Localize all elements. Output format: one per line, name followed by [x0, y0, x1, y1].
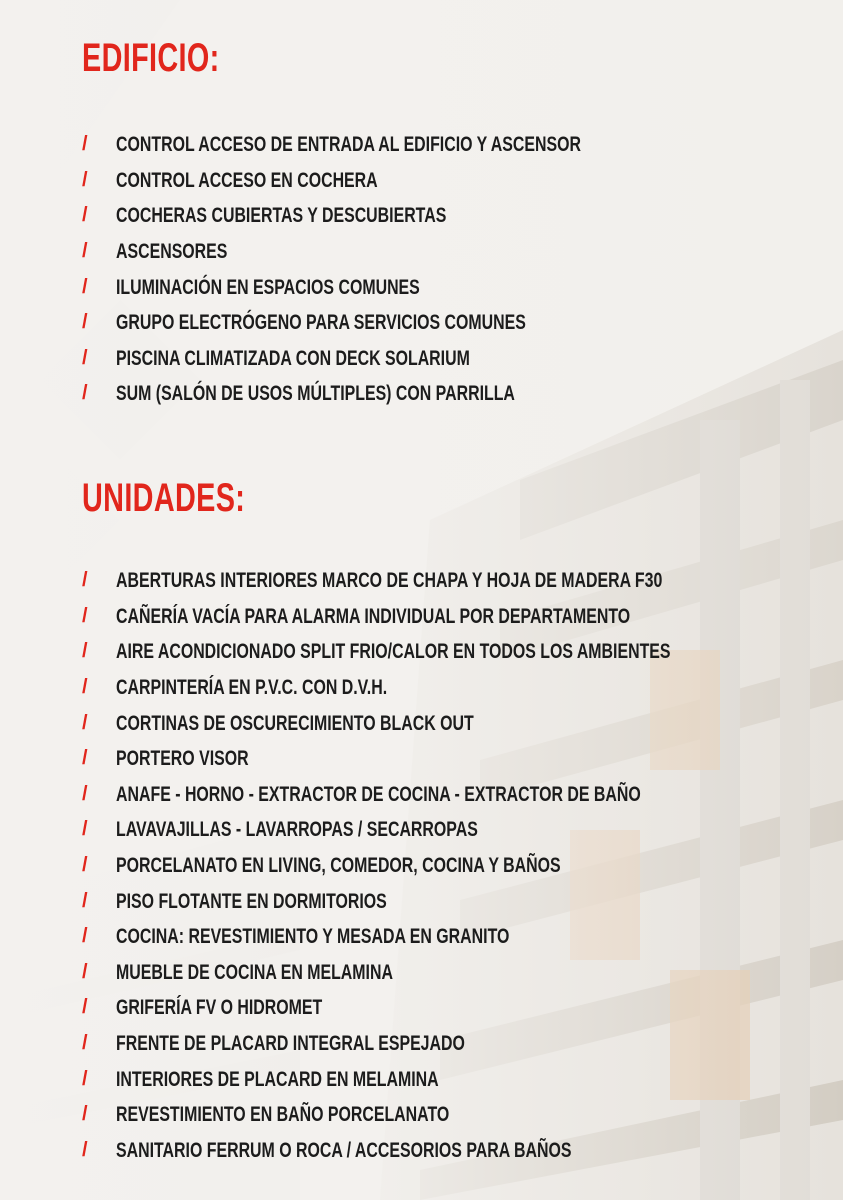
slash-icon: / — [82, 1103, 88, 1126]
slash-icon: / — [82, 604, 88, 627]
list-item — [82, 376, 822, 412]
feature-text: AIRE ACONDICIONADO SPLIT FRIO/CALOR EN TODOS LOS AMBIENTES — [116, 639, 671, 664]
feature-text: CORTINAS DE OSCURECIMIENTO BLACK OUT — [116, 710, 474, 735]
list-item — [82, 919, 822, 955]
list-item — [82, 848, 822, 884]
list-item — [82, 234, 822, 270]
list-item — [82, 1133, 822, 1169]
slash-icon: / — [82, 925, 88, 948]
section-title-unidades: UNIDADES: — [82, 476, 246, 520]
slash-icon: / — [82, 275, 88, 298]
list-item — [82, 990, 822, 1026]
feature-list-unidades — [82, 563, 822, 1168]
list-item — [82, 1097, 822, 1133]
slash-icon: / — [82, 311, 88, 334]
slash-icon: / — [82, 1032, 88, 1055]
slash-icon: / — [82, 204, 88, 227]
list-item — [82, 269, 822, 305]
list-item — [82, 777, 822, 813]
feature-text: CAÑERÍA VACÍA PARA ALARMA INDIVIDUAL POR DEPARTAMENTO — [116, 603, 631, 628]
slash-icon: / — [82, 1067, 88, 1090]
slash-icon: / — [82, 889, 88, 912]
feature-text: CONTROL ACCESO EN COCHERA — [116, 167, 378, 192]
feature-text: ANAFE - HORNO - EXTRACTOR DE COCINA - EXTRACTOR DE BAÑO — [116, 781, 641, 806]
slash-icon: / — [82, 747, 88, 770]
list-item — [82, 634, 822, 670]
slash-icon: / — [82, 711, 88, 734]
list-item — [82, 741, 822, 777]
feature-text: ABERTURAS INTERIORES MARCO DE CHAPA Y HOJA DE MADERA F30 — [116, 568, 663, 593]
list-item — [82, 1026, 822, 1062]
list-item — [82, 305, 822, 341]
feature-text: PORTERO VISOR — [116, 746, 249, 771]
list-item — [82, 163, 822, 199]
section-title-edificio: EDIFICIO: — [82, 36, 220, 80]
feature-text: INTERIORES DE PLACARD EN MELAMINA — [116, 1066, 439, 1091]
feature-text: PORCELANATO EN LIVING, COMEDOR, COCINA Y BAÑOS — [116, 853, 561, 878]
slash-icon: / — [82, 782, 88, 805]
feature-text: ASCENSORES — [116, 239, 228, 264]
slash-icon: / — [82, 996, 88, 1019]
slash-icon: / — [82, 818, 88, 841]
slash-icon: / — [82, 168, 88, 191]
feature-text: REVESTIMIENTO EN BAÑO PORCELANATO — [116, 1102, 450, 1127]
list-item — [82, 705, 822, 741]
feature-text: CONTROL ACCESO DE ENTRADA AL EDIFICIO Y ASCENSOR — [116, 132, 581, 157]
feature-list-edificio — [82, 127, 822, 412]
slash-icon: / — [82, 960, 88, 983]
feature-text: MUEBLE DE COCINA EN MELAMINA — [116, 959, 393, 984]
slash-icon: / — [82, 240, 88, 263]
feature-text: PISO FLOTANTE EN DORMITORIOS — [116, 888, 387, 913]
list-item — [82, 1061, 822, 1097]
slash-icon: / — [82, 854, 88, 877]
feature-text: GRIFERÍA FV O HIDROMET — [116, 995, 323, 1020]
slash-icon: / — [82, 133, 88, 156]
list-item — [82, 670, 822, 706]
list-item — [82, 599, 822, 635]
list-item — [82, 563, 822, 599]
slash-icon: / — [82, 569, 88, 592]
feature-text: COCHERAS CUBIERTAS Y DESCUBIERTAS — [116, 203, 447, 228]
slash-icon: / — [82, 346, 88, 369]
list-item — [82, 812, 822, 848]
feature-text: GRUPO ELECTRÓGENO PARA SERVICIOS COMUNES — [116, 310, 526, 335]
feature-text: CARPINTERÍA EN P.V.C. CON D.V.H. — [116, 675, 388, 700]
feature-text: FRENTE DE PLACARD INTEGRAL ESPEJADO — [116, 1031, 465, 1056]
slash-icon: / — [82, 382, 88, 405]
list-item — [82, 955, 822, 991]
list-item — [82, 127, 822, 163]
feature-text: COCINA: REVESTIMIENTO Y MESADA EN GRANITO — [116, 924, 510, 949]
slash-icon: / — [82, 1138, 88, 1161]
list-item — [82, 883, 822, 919]
slash-icon: / — [82, 640, 88, 663]
feature-text: PISCINA CLIMATIZADA CON DECK SOLARIUM — [116, 345, 470, 370]
feature-text: SANITARIO FERRUM O ROCA / ACCESORIOS PARA BAÑOS — [116, 1137, 572, 1162]
list-item — [82, 198, 822, 234]
list-item — [82, 341, 822, 377]
feature-text: LAVAVAJILLAS - LAVARROPAS / SECARROPAS — [116, 817, 478, 842]
feature-text: SUM (SALÓN DE USOS MÚLTIPLES) CON PARRILLA — [116, 381, 515, 406]
slash-icon: / — [82, 676, 88, 699]
feature-text: ILUMINACIÓN EN ESPACIOS COMUNES — [116, 274, 420, 299]
